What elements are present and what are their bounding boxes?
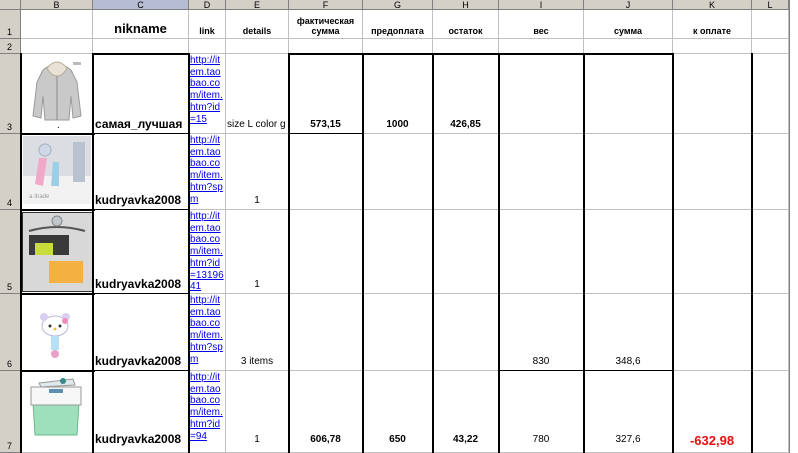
cell-l2[interactable] [752, 39, 789, 54]
cell-i7[interactable] [499, 371, 584, 453]
details-text: size L color g [227, 119, 286, 130]
cell-d3[interactable] [189, 54, 226, 134]
remainder-value: 426,85 [450, 119, 481, 130]
border-line [288, 53, 290, 453]
cell-e6[interactable] [226, 294, 289, 371]
actual-sum-value: 606,78 [310, 434, 341, 445]
row-number: 1 [7, 27, 13, 37]
cell-i3[interactable] [499, 54, 584, 134]
prepayment-value: 1000 [386, 119, 409, 130]
cell-b6[interactable] [21, 294, 93, 371]
cell-j5[interactable] [584, 210, 673, 294]
cell-l6[interactable] [752, 294, 789, 371]
cell-e2[interactable] [226, 39, 289, 54]
to-pay-value: -632,98 [689, 433, 735, 448]
details-text: 3 items [240, 356, 274, 367]
rack-photo [22, 212, 93, 292]
sum-value: 327,6 [615, 434, 641, 445]
header-nikname: nikname [114, 21, 167, 36]
cell-e5[interactable] [226, 210, 289, 294]
details-text: 1 [254, 279, 260, 290]
header-details: details [242, 26, 272, 36]
select-all-corner[interactable] [0, 0, 21, 10]
nickname: самая_лучшая [95, 117, 183, 131]
column-letter: J [625, 0, 631, 10]
svg-text:a·ltrade: a·ltrade [29, 194, 50, 200]
cell-h3[interactable] [433, 54, 499, 134]
column-header-h[interactable] [433, 0, 499, 10]
cell-i4[interactable] [499, 134, 584, 210]
cell-i6[interactable] [499, 294, 584, 371]
column-letter: G [393, 0, 401, 10]
cell-d5[interactable] [189, 210, 226, 294]
border-line [20, 293, 95, 295]
cell-c6[interactable] [93, 294, 189, 371]
cell-f7[interactable] [289, 371, 363, 453]
actual-sum-value: 573,15 [310, 119, 341, 130]
cell-c5[interactable] [93, 210, 189, 294]
cell-g5[interactable] [363, 210, 433, 294]
header-weight: вес [533, 26, 549, 36]
cell-e3[interactable] [226, 54, 289, 134]
item-link[interactable]: http://item.taobao.com/item.htm?id=1319641 [190, 211, 224, 293]
column-header-c[interactable] [93, 0, 189, 10]
border-line [751, 53, 753, 453]
cell-d1[interactable] [189, 10, 226, 39]
cell-k1[interactable] [673, 10, 752, 39]
sum-value: 348,6 [615, 356, 641, 367]
row-header-1[interactable] [0, 10, 21, 39]
row-header-6[interactable] [0, 294, 21, 371]
border-line [432, 53, 434, 453]
border-line [20, 53, 22, 453]
cell-g6[interactable] [363, 294, 433, 371]
cell-e4[interactable] [226, 134, 289, 210]
jacket-photo [29, 56, 85, 124]
item-link[interactable]: http://item.taobao.com/item.htm?spm [190, 295, 223, 365]
row-number: 6 [7, 359, 13, 369]
border-line [93, 209, 189, 210]
column-letter: L [767, 0, 773, 10]
border-line [92, 53, 94, 453]
cell-e1[interactable] [226, 10, 289, 39]
cell-l7[interactable] [752, 371, 789, 453]
cell-c1[interactable] [93, 10, 189, 39]
cell-f1[interactable] [289, 10, 363, 39]
cell-h1[interactable] [433, 10, 499, 39]
header-actual-sum: фактическая сумма [296, 16, 355, 36]
column-letter: E [253, 0, 260, 10]
cell-i5[interactable] [499, 210, 584, 294]
cell-j3[interactable] [584, 54, 673, 134]
column-header-b[interactable] [21, 0, 93, 10]
row-number: 4 [7, 198, 13, 208]
column-letter: D [203, 0, 211, 10]
border-line [20, 370, 95, 372]
cell-b1[interactable] [21, 10, 93, 39]
cell-e7[interactable] [226, 371, 289, 453]
column-header-d[interactable] [189, 0, 226, 10]
column-letter: H [462, 0, 469, 10]
column-header-j[interactable] [584, 0, 673, 10]
nickname: kudryavka2008 [95, 193, 182, 207]
row-number: 7 [7, 441, 13, 451]
prepayment-value: 650 [389, 434, 406, 445]
cell-l3[interactable] [752, 54, 789, 134]
cell-c7[interactable] [93, 371, 189, 453]
cell-g7[interactable] [363, 371, 433, 453]
column-letter: K [708, 0, 715, 10]
border-line [672, 53, 674, 453]
item-link[interactable]: http://item.taobao.com/item.htm?spm [190, 135, 223, 205]
column-header-l[interactable] [752, 0, 789, 10]
border-line [20, 133, 95, 135]
column-header-g[interactable] [363, 0, 433, 10]
cell-f3[interactable] [289, 54, 363, 134]
cell-l1[interactable] [752, 10, 789, 39]
details-text: 1 [254, 434, 260, 445]
cell-k7[interactable] [673, 371, 752, 453]
nickname: kudryavka2008 [95, 432, 182, 446]
column-letter: F [322, 0, 329, 10]
cell-b5[interactable] [21, 210, 93, 294]
cell-g4[interactable] [363, 134, 433, 210]
column-letter: B [53, 0, 60, 10]
weight-value: 830 [532, 356, 550, 367]
cell-b4[interactable] [21, 134, 93, 210]
row-number: 5 [7, 282, 13, 292]
cell-l5[interactable] [752, 210, 789, 294]
remainder-value: 43,22 [452, 434, 479, 445]
cell-i2[interactable] [499, 39, 584, 54]
border-line [362, 53, 364, 453]
cell-k5[interactable] [673, 210, 752, 294]
cell-c2[interactable] [93, 39, 189, 54]
vertical-scrollbar[interactable] [789, 0, 798, 453]
cell-f5[interactable] [289, 210, 363, 294]
header-prepayment: предоплата [371, 26, 424, 36]
cell-h6[interactable] [433, 294, 499, 371]
cell-l4[interactable] [752, 134, 789, 210]
cell-g3[interactable] [363, 54, 433, 134]
row-header-2[interactable] [0, 39, 21, 54]
column-header-k[interactable] [673, 0, 752, 10]
kitty-hook-photo [35, 312, 75, 360]
border-line [93, 370, 189, 371]
header-link: link [199, 26, 215, 36]
cell-f2[interactable] [289, 39, 363, 54]
cell-g2[interactable] [363, 39, 433, 54]
column-header-f[interactable] [289, 0, 363, 10]
item-link[interactable]: http://item.taobao.com/item.htm?id=94 [190, 372, 223, 442]
cell-b2[interactable] [21, 39, 93, 54]
cell-j6[interactable] [584, 294, 673, 371]
header-to-pay: к оплате [692, 26, 732, 36]
cell-k4[interactable] [673, 134, 752, 210]
border-line [93, 53, 189, 55]
row-header-3[interactable] [0, 54, 21, 134]
details-text: 1 [254, 195, 260, 206]
item-link[interactable]: http://item.taobao.com/item.htm?id=15 [190, 55, 223, 125]
cell-h4[interactable] [433, 134, 499, 210]
cell-d7[interactable] [189, 371, 226, 453]
border-line [583, 53, 585, 453]
border-line [20, 209, 95, 211]
cell-b7[interactable] [21, 371, 93, 453]
nickname: kudryavka2008 [95, 354, 182, 368]
cell-b3[interactable] [21, 54, 93, 134]
header-remainder: остаток [448, 26, 483, 36]
cell-k3[interactable] [673, 54, 752, 134]
cell-f4[interactable] [289, 134, 363, 210]
cell-h7[interactable] [433, 371, 499, 453]
border-line [188, 53, 190, 453]
cell-d2[interactable] [189, 39, 226, 54]
row-header-4[interactable] [0, 134, 21, 210]
row-header-5[interactable] [0, 210, 21, 294]
cell-k6[interactable] [673, 294, 752, 371]
border-line [93, 133, 189, 134]
border-line [498, 53, 500, 453]
cell-i1[interactable] [499, 10, 584, 39]
cell-d4[interactable] [189, 134, 226, 210]
cell-c3[interactable] [93, 54, 189, 134]
cell-f6[interactable] [289, 294, 363, 371]
nickname: kudryavka2008 [95, 277, 182, 291]
cell-j1[interactable] [584, 10, 673, 39]
cell-d6[interactable] [189, 294, 226, 371]
column-letter: C [137, 0, 144, 10]
container-photo [23, 375, 91, 441]
border-line [93, 293, 189, 294]
weight-value: 780 [532, 434, 550, 445]
border-line [499, 370, 674, 371]
cell-j2[interactable] [584, 39, 673, 54]
cell-c4[interactable] [93, 134, 189, 210]
row-header-7[interactable] [0, 371, 21, 453]
column-header-i[interactable] [499, 0, 584, 10]
bathroom-photo [23, 136, 91, 204]
cell-h5[interactable] [433, 210, 499, 294]
cell-j7[interactable] [584, 371, 673, 453]
photo-caption: . [57, 120, 60, 131]
border-line [289, 133, 364, 134]
column-letter: I [539, 0, 543, 10]
header-sum: сумма [613, 26, 643, 36]
column-header-e[interactable] [226, 0, 289, 10]
border-line [289, 53, 674, 55]
row-number: 3 [7, 122, 13, 132]
cell-k2[interactable] [673, 39, 752, 54]
cell-g1[interactable] [363, 10, 433, 39]
row-number: 2 [7, 42, 13, 52]
cell-j4[interactable] [584, 134, 673, 210]
cell-h2[interactable] [433, 39, 499, 54]
